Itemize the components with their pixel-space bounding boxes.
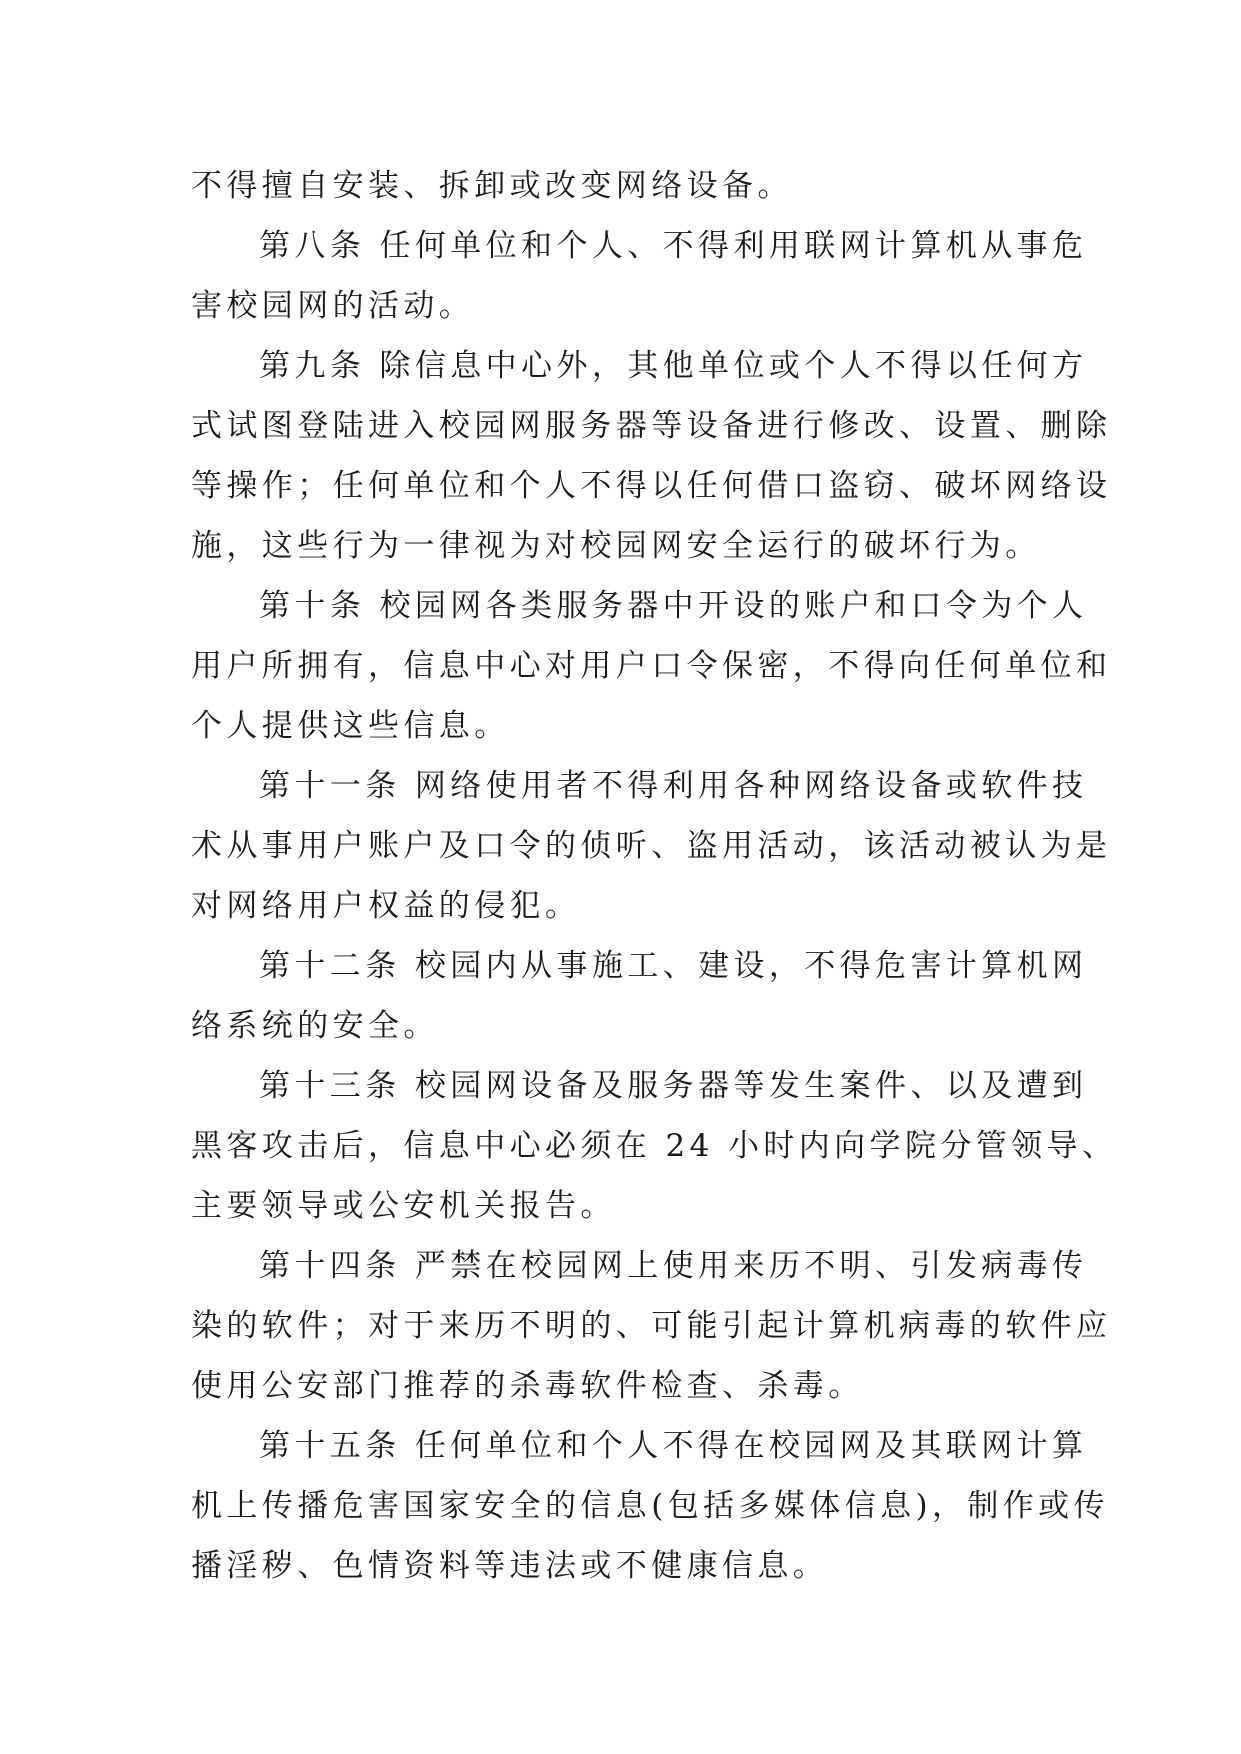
article-14-heading-line: 第十四条 严禁在校园网上使用来历不明、引发病毒传 xyxy=(259,1248,1088,1284)
text-line: 式试图登陆进入校园网服务器等设备进行修改、设置、删除 xyxy=(191,408,1112,444)
article-9-heading-line: 第九条 除信息中心外，其他单位或个人不得以任何方 xyxy=(259,348,1088,384)
article-12-heading-line: 第十二条 校园内从事施工、建设，不得危害计算机网 xyxy=(259,948,1088,984)
text-line: 播淫秽、色情资料等违法或不健康信息。 xyxy=(191,1548,829,1584)
article-13-heading-line: 第十三条 校园网设备及服务器等发生案件、以及遭到 xyxy=(259,1068,1088,1104)
article-15-heading-line: 第十五条 任何单位和个人不得在校园网及其联网计算 xyxy=(259,1428,1088,1464)
text-line: 络系统的安全。 xyxy=(191,1008,439,1044)
document-body xyxy=(191,156,1118,1596)
text-line: 等操作；任何单位和个人不得以任何借口盗窃、破坏网络设 xyxy=(191,468,1112,504)
text-line: 个人提供这些信息。 xyxy=(191,708,510,744)
text-line: 使用公安部门推荐的杀毒软件检查、杀毒。 xyxy=(191,1368,864,1404)
text-line: 术从事用户账户及口令的侦听、盗用活动，该活动被认为是 xyxy=(191,828,1112,864)
text-line: 主要领导或公安机关报告。 xyxy=(191,1188,616,1224)
article-10-heading-line: 第十条 校园网各类服务器中开设的账户和口令为个人 xyxy=(259,588,1088,624)
text-line: 施，这些行为一律视为对校园网安全运行的破坏行为。 xyxy=(191,528,1041,564)
article-11-heading-line: 第十一条 网络使用者不得利用各种网络设备或软件技 xyxy=(259,768,1088,804)
article-8-heading-line: 第八条 任何单位和个人、不得利用联网计算机从事危 xyxy=(259,228,1088,264)
text-line: 黑客攻击后，信息中心必须在 24 小时内向学院分管领导、 xyxy=(191,1128,1118,1164)
text-line: 对网络用户权益的侵犯。 xyxy=(191,888,581,924)
text-line: 用户所拥有，信息中心对用户口令保密，不得向任何单位和 xyxy=(191,648,1112,684)
text-line: 不得擅自安装、拆卸或改变网络设备。 xyxy=(191,168,793,204)
text-line: 机上传播危害国家安全的信息(包括多媒体信息)，制作或传 xyxy=(191,1488,1109,1524)
text-line: 害校园网的活动。 xyxy=(191,288,475,324)
text-line: 染的软件；对于来历不明的、可能引起计算机病毒的软件应 xyxy=(191,1308,1112,1344)
